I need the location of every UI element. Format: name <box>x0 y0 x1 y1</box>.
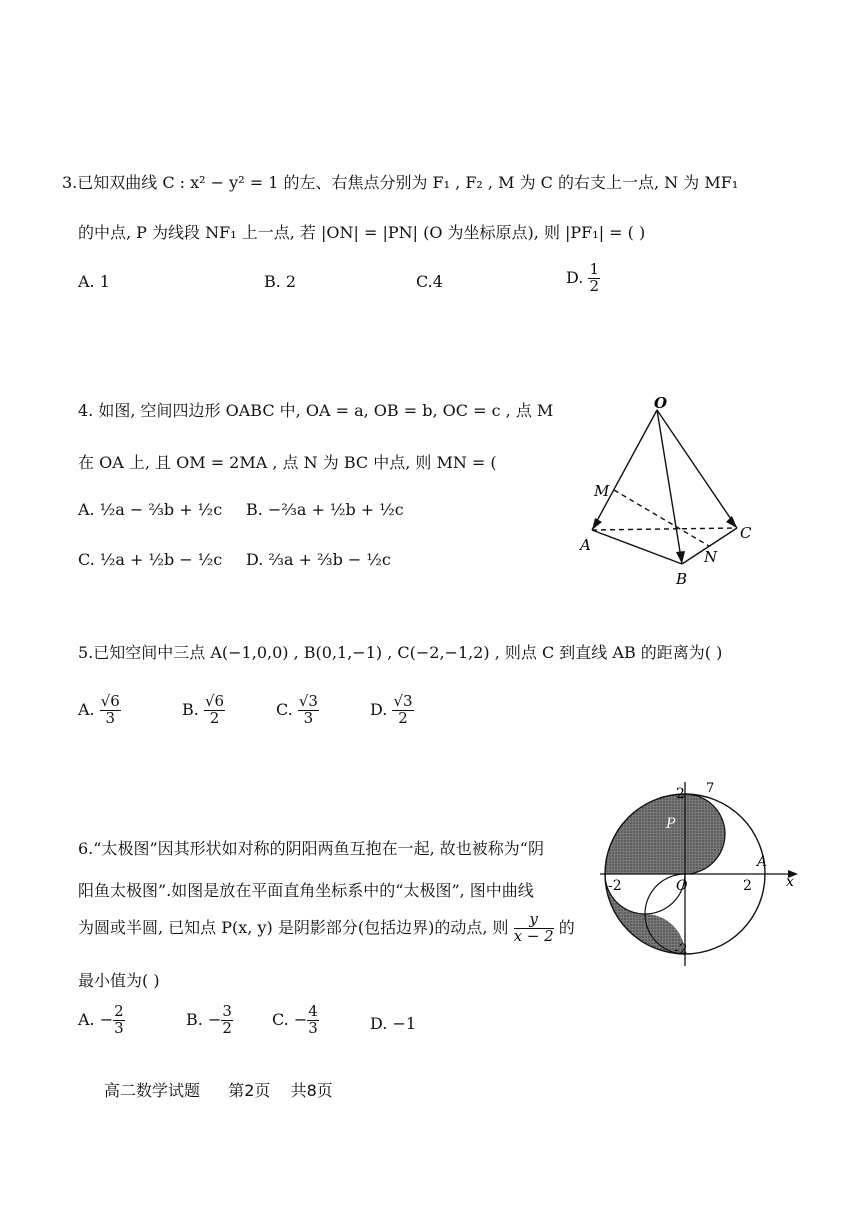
q6-option-a-den: 3 <box>114 1018 124 1037</box>
q3-option-d-fraction <box>588 262 600 295</box>
q6-expression-num: y <box>514 912 554 929</box>
label-O: O <box>654 394 668 412</box>
q3-option-a: A. 1 <box>78 272 110 291</box>
label-M: M <box>594 482 610 500</box>
q4-option-c: C. ½a + ½b − ½c <box>78 550 223 569</box>
q5-option-c-den: 3 <box>303 708 314 727</box>
q6-expression-fraction <box>514 912 554 945</box>
q3-line2: 的中点, P 为线段 NF₁ 上一点, 若 |ON| = |PN| (O 为坐标原点), 则 |PF₁| = ( ) <box>78 223 646 242</box>
q3-option-c: C.4 <box>416 272 443 291</box>
q6-option-b-fraction <box>221 1004 233 1037</box>
q3-option-d <box>566 262 600 295</box>
q6-option-c-prefix: C. <box>272 1009 289 1029</box>
tetrahedron-figure <box>572 392 772 592</box>
q4-line1: 4. 如图, 空间四边形 OABC 中, OA = a, OB = b, OC = c , 点 M <box>78 401 554 420</box>
upper-right-shaded-lobe <box>685 794 725 874</box>
q5-option-a-fraction <box>100 694 121 727</box>
label-A: A <box>757 854 768 870</box>
label-y-bottom: -2 <box>674 942 688 958</box>
q6-option-c-den: 3 <box>308 1018 318 1037</box>
q5-option-d <box>370 694 414 727</box>
footer-page: 第2页 <box>228 1081 271 1100</box>
q5-option-d-prefix: D. <box>370 699 388 719</box>
q6-option-c <box>272 1004 319 1037</box>
q5-option-a <box>78 694 121 727</box>
q6-option-a-num: 2 <box>114 1002 124 1020</box>
q6-option-a-prefix: A. <box>78 1009 95 1029</box>
footer-total: 共8页 <box>290 1081 333 1100</box>
label-mark: 7 <box>706 781 715 796</box>
footer-subject: 高二数学试题 <box>104 1081 201 1100</box>
edge-OB <box>657 410 682 564</box>
q6-line1: 6.“太极图”因其形状如对称的阴阳两鱼互抱在一起, 故也被称为“阴 <box>78 839 544 858</box>
q6-option-d-prefix: D. <box>370 1014 388 1033</box>
q5-option-b-fraction <box>204 694 225 727</box>
q4-option-b: B. −⅔a + ½b + ½c <box>246 500 404 519</box>
q5-option-b-den: 2 <box>209 708 220 727</box>
q6-option-b-prefix: B. <box>186 1009 203 1029</box>
q5-option-b <box>182 694 225 727</box>
q6-option-b-den: 2 <box>222 1018 232 1037</box>
q6-option-a-fraction <box>113 1004 125 1037</box>
footer <box>104 1078 333 1101</box>
q6-option-a-sign: − <box>99 1009 114 1029</box>
q3-line1: 3.已知双曲线 C : x² − y² = 1 的左、右焦点分别为 F₁ , F₂ , M 为 C 的右支上一点, N 为 MF₁ <box>62 173 739 192</box>
q6-option-b <box>186 1004 233 1037</box>
q5-option-d-den: 2 <box>398 708 408 727</box>
label-C: C <box>740 524 752 542</box>
q6-line2: 阳鱼太极图”.如图是放在平面直角坐标系中的“太极图”, 图中曲线 <box>78 881 534 900</box>
edge-AB <box>592 530 682 564</box>
q5-option-a-num: √6 <box>100 692 120 710</box>
label-x-right: 2 <box>743 878 752 894</box>
edge-OA <box>592 410 657 530</box>
q5-option-a-den: 3 <box>105 708 116 727</box>
q5-option-c <box>276 694 319 727</box>
label-x-axis: x <box>786 874 794 890</box>
q5-option-b-num: √6 <box>204 692 225 710</box>
q6-option-b-num: 3 <box>222 1002 232 1020</box>
label-x-left: -2 <box>608 878 622 894</box>
q6-option-d <box>370 1014 416 1033</box>
q6-expression-den: x − 2 <box>513 926 554 945</box>
q3-option-d-num: 1 <box>589 260 599 278</box>
q5-option-d-fraction <box>392 694 413 727</box>
arrow-C <box>726 516 737 528</box>
segment-MN-dashed <box>614 490 709 546</box>
label-B: B <box>676 570 688 588</box>
q6-option-c-fraction <box>307 1004 319 1037</box>
edge-AC-dashed <box>592 528 737 530</box>
arrow-A <box>592 518 602 530</box>
q6-line3-text: 为圆或半圆, 已知点 P(x, y) 是阴影部分(包括边界)的动点, 则 <box>78 917 509 937</box>
label-N: N <box>704 548 718 566</box>
label-A: A <box>580 536 591 554</box>
q5-option-a-prefix: A. <box>78 699 95 719</box>
q4-option-d: D. ⅔a + ⅔b − ½c <box>246 550 391 569</box>
label-origin: O <box>676 878 688 894</box>
q6-option-b-sign: − <box>207 1009 222 1029</box>
label-y-top: 2 <box>676 786 685 802</box>
q6-line3-end: 的 <box>558 917 575 937</box>
q6-option-c-num: 4 <box>308 1002 318 1020</box>
q3-option-d-prefix: D. <box>566 267 584 287</box>
q6-option-d-value: −1 <box>392 1014 417 1033</box>
q3-option-b: B. 2 <box>264 272 297 291</box>
q6-line4: 最小值为( ) <box>78 971 160 990</box>
q5-option-c-prefix: C. <box>276 699 293 719</box>
edge-OC <box>657 410 737 528</box>
q5-option-c-fraction <box>298 694 319 727</box>
q5-option-d-num: √3 <box>393 692 413 710</box>
q4-line2: 在 OA 上, 且 OM = 2MA , 点 N 为 BC 中点, 则 MN = ( <box>78 453 497 472</box>
label-P: P <box>666 816 676 832</box>
q5-option-c-num: √3 <box>298 692 318 710</box>
q6-option-c-sign: − <box>293 1009 308 1029</box>
q3-option-d-den: 2 <box>589 276 599 295</box>
taiji-figure <box>600 774 810 970</box>
q6-option-a <box>78 1004 125 1037</box>
q4-option-a: A. ½a − ⅔b + ½c <box>78 500 223 519</box>
q5-line1: 5.已知空间中三点 A(−1,0,0) , B(0,1,−1) , C(−2,−1,2) , 则点 C 到直线 AB 的距离为( ) <box>78 643 723 662</box>
q6-line3 <box>78 912 575 945</box>
q5-option-b-prefix: B. <box>182 699 199 719</box>
